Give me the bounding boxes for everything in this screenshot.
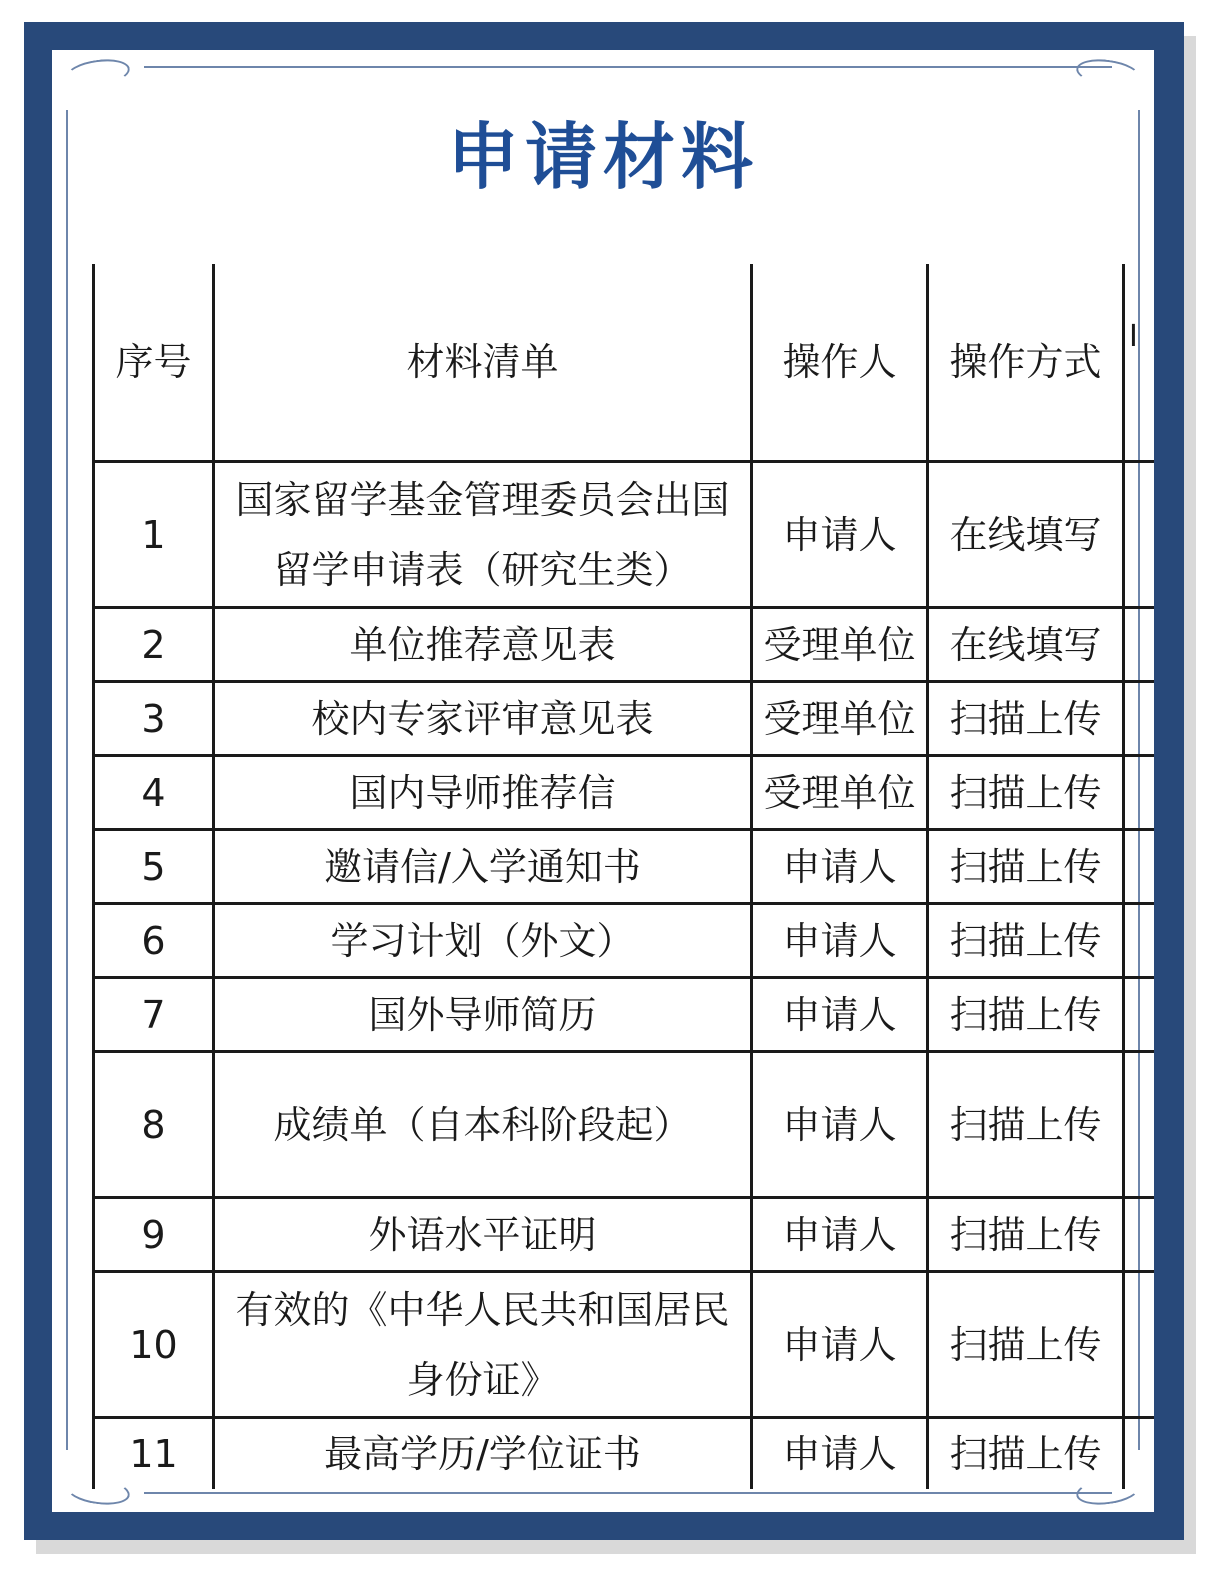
row-method: 扫描上传 — [928, 1418, 1124, 1490]
row-operator: 申请人 — [752, 1418, 928, 1490]
row-material: 成绩单（自本科阶段起） — [214, 1052, 752, 1198]
row-extra — [1124, 608, 1155, 682]
page-title: 申请材料 — [446, 115, 759, 199]
ornament-corner-top-right — [1075, 56, 1142, 91]
table-header-row — [94, 264, 1155, 462]
row-extra — [1124, 978, 1155, 1052]
row-extra — [1124, 1418, 1155, 1490]
row-method: 扫描上传 — [928, 682, 1124, 756]
row-method: 扫描上传 — [928, 1052, 1124, 1198]
row-material: 外语水平证明 — [214, 1198, 752, 1272]
ornament-line-left — [66, 110, 68, 1450]
row-method: 扫描上传 — [928, 978, 1124, 1052]
row-number: 11 — [94, 1418, 214, 1490]
row-extra — [1124, 1052, 1155, 1198]
row-operator: 申请人 — [752, 462, 928, 608]
row-operator: 申请人 — [752, 1198, 928, 1272]
table-row — [94, 1198, 1155, 1272]
ornament-corner-top-left — [65, 56, 132, 91]
row-extra — [1124, 462, 1155, 608]
ornament-line-top — [144, 66, 1112, 68]
row-method: 扫描上传 — [928, 1198, 1124, 1272]
row-material: 国家留学基金管理委员会出国留学申请表（研究生类） — [214, 462, 752, 608]
row-extra — [1124, 830, 1155, 904]
row-extra — [1124, 904, 1155, 978]
row-method: 扫描上传 — [928, 1272, 1124, 1418]
row-material: 邀请信/入学通知书 — [214, 830, 752, 904]
row-number: 4 — [94, 756, 214, 830]
header-extra — [1124, 264, 1155, 462]
row-material: 有效的《中华人民共和国居民身份证》 — [214, 1272, 752, 1418]
ornament-line-bottom — [144, 1492, 1112, 1494]
row-method: 扫描上传 — [928, 904, 1124, 978]
row-material: 国内导师推荐信 — [214, 756, 752, 830]
row-material: 最高学历/学位证书 — [214, 1418, 752, 1490]
header-no: 序号 — [94, 264, 214, 462]
row-operator: 申请人 — [752, 1272, 928, 1418]
row-method: 扫描上传 — [928, 830, 1124, 904]
table-row — [94, 682, 1155, 756]
table-row — [94, 904, 1155, 978]
table-row — [94, 1272, 1155, 1418]
table-row — [94, 1418, 1155, 1490]
row-method: 扫描上传 — [928, 756, 1124, 830]
row-operator: 申请人 — [752, 904, 928, 978]
row-number: 10 — [94, 1272, 214, 1418]
row-number: 5 — [94, 830, 214, 904]
row-number: 1 — [94, 462, 214, 608]
row-operator: 受理单位 — [752, 682, 928, 756]
row-extra — [1124, 682, 1155, 756]
row-extra — [1124, 1272, 1155, 1418]
row-number: 2 — [94, 608, 214, 682]
page-body — [52, 50, 1154, 1512]
row-method: 在线填写 — [928, 608, 1124, 682]
header-extra-label: I — [1129, 319, 1138, 354]
row-operator: 受理单位 — [752, 756, 928, 830]
row-method: 在线填写 — [928, 462, 1124, 608]
row-material: 国外导师简历 — [214, 978, 752, 1052]
row-operator: 申请人 — [752, 978, 928, 1052]
table-row — [94, 756, 1155, 830]
table-row — [94, 978, 1155, 1052]
row-number: 9 — [94, 1198, 214, 1272]
table-row — [94, 1052, 1155, 1198]
row-material: 单位推荐意见表 — [214, 608, 752, 682]
row-operator: 申请人 — [752, 1052, 928, 1198]
row-number: 3 — [94, 682, 214, 756]
row-number: 6 — [94, 904, 214, 978]
row-operator: 申请人 — [752, 830, 928, 904]
header-method: 操作方式 — [928, 264, 1124, 462]
row-material: 校内专家评审意见表 — [214, 682, 752, 756]
materials-table — [92, 264, 1154, 1489]
table-row — [94, 462, 1155, 608]
header-operator: 操作人 — [752, 264, 928, 462]
header-material: 材料清单 — [214, 264, 752, 462]
table-row — [94, 830, 1155, 904]
row-material: 学习计划（外文） — [214, 904, 752, 978]
row-operator: 受理单位 — [752, 608, 928, 682]
row-extra — [1124, 1198, 1155, 1272]
row-number: 7 — [94, 978, 214, 1052]
table-body — [94, 462, 1155, 1490]
row-extra — [1124, 756, 1155, 830]
table-row — [94, 608, 1155, 682]
row-number: 8 — [94, 1052, 214, 1198]
